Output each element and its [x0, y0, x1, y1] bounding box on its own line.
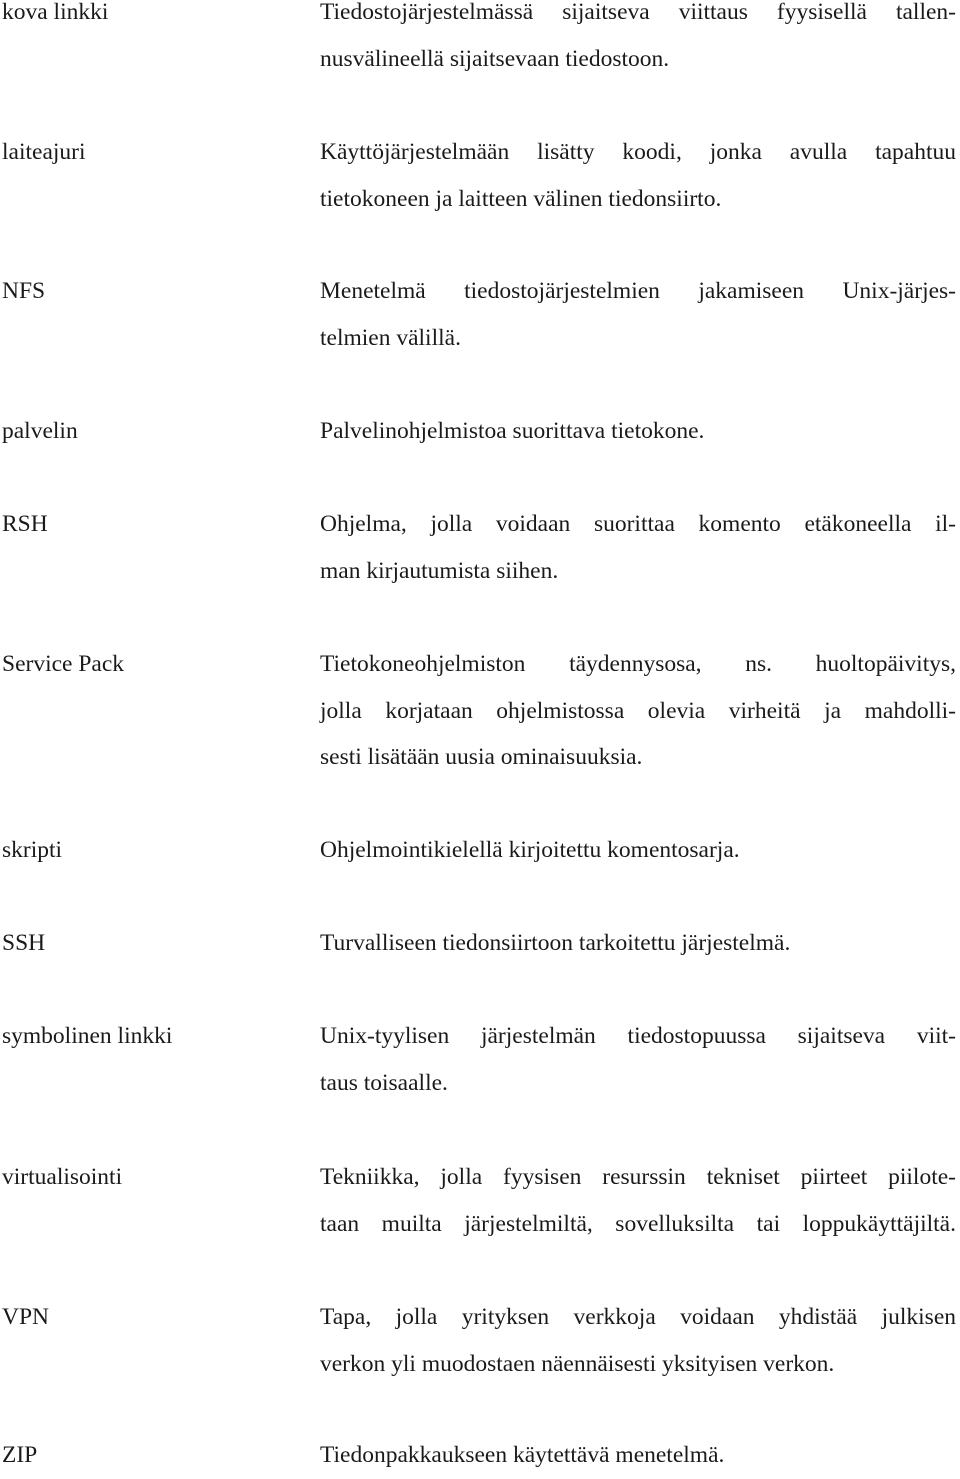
glossary-term: SSH: [2, 930, 46, 956]
definition-line: Ohjelmointikielellä kirjoitettu komentosarja.: [320, 837, 740, 863]
glossary-term: RSH: [2, 511, 48, 537]
definition-line: Käyttöjärjestelmään lisätty koodi, jonka avulla tapahtuu: [320, 139, 956, 165]
glossary-term: palvelin: [2, 418, 78, 444]
glossary-definition: [320, 1013, 956, 1106]
glossary-term: NFS: [2, 278, 46, 304]
glossary-definition: [320, 268, 956, 361]
definition-line: Ohjelma, jolla voidaan suorittaa komento etäkoneella il-: [320, 511, 956, 537]
definition-line: Turvalliseen tiedonsiirtoon tarkoitettu järjestelmä.: [320, 930, 791, 956]
glossary-term: virtualisointi: [2, 1164, 123, 1190]
glossary-term: Service Pack: [2, 651, 125, 677]
glossary-term: symbolinen linkki: [2, 1023, 173, 1049]
definition-line: nusvälineellä sijaitsevaan tiedostoon.: [320, 45, 670, 72]
glossary-term: VPN: [2, 1304, 50, 1330]
glossary-definition: [320, 501, 956, 594]
definition-line: Menetelmä tiedostojärjestelmien jakamiseen Unix-järjes-: [320, 278, 956, 304]
glossary-definition: [320, 920, 956, 967]
definition-line: Unix-tyylisen järjestelmän tiedostopuussa sijaitseva viit-: [320, 1023, 956, 1049]
definition-line: tietokoneen ja laitteen välinen tiedonsiirto.: [320, 185, 722, 212]
glossary-term: skripti: [2, 837, 63, 863]
glossary-definition: [320, 1432, 956, 1479]
definition-line: jolla korjataan ohjelmistossa olevia virheitä ja mahdolli-: [320, 697, 956, 724]
glossary-term: kova linkki: [2, 0, 109, 25]
glossary-definition: [320, 827, 956, 874]
definition-line: Palvelinohjelmistoa suorittava tietokone.: [320, 418, 705, 444]
glossary-definition: [320, 641, 956, 781]
definition-line: sesti lisätään uusia ominaisuuksia.: [320, 744, 643, 770]
glossary-definition: [320, 0, 956, 82]
definition-line: taan muilta järjestelmiltä, sovelluksilta tai loppukäyttäjiltä.: [320, 1210, 956, 1237]
definition-line: Tietokoneohjelmiston täydennysosa, ns. huoltopäivitys,: [320, 651, 956, 677]
glossary-definition: [320, 129, 956, 222]
glossary-definition: [320, 1294, 956, 1387]
definition-line: Tiedostojärjestelmässä sijaitseva viittaus fyysisellä tallen-: [320, 0, 956, 25]
definition-line: Tekniikka, jolla fyysisen resurssin tekniset piirteet piilote-: [320, 1164, 956, 1190]
glossary-term: laiteajuri: [2, 139, 86, 165]
glossary-definition: [320, 1154, 956, 1247]
definition-line: verkon yli muodostaen näennäisesti yksityisen verkon.: [320, 1350, 835, 1377]
definition-line: telmien välillä.: [320, 324, 461, 351]
glossary-term: ZIP: [2, 1442, 38, 1468]
definition-line: Tapa, jolla yrityksen verkkoja voidaan yhdistää julkisen: [320, 1304, 956, 1330]
definition-line: taus toisaalle.: [320, 1069, 448, 1096]
definition-line: man kirjautumista siihen.: [320, 557, 559, 584]
glossary-definition: [320, 408, 956, 455]
definition-line: Tiedonpakkaukseen käytettävä menetelmä.: [320, 1442, 725, 1468]
